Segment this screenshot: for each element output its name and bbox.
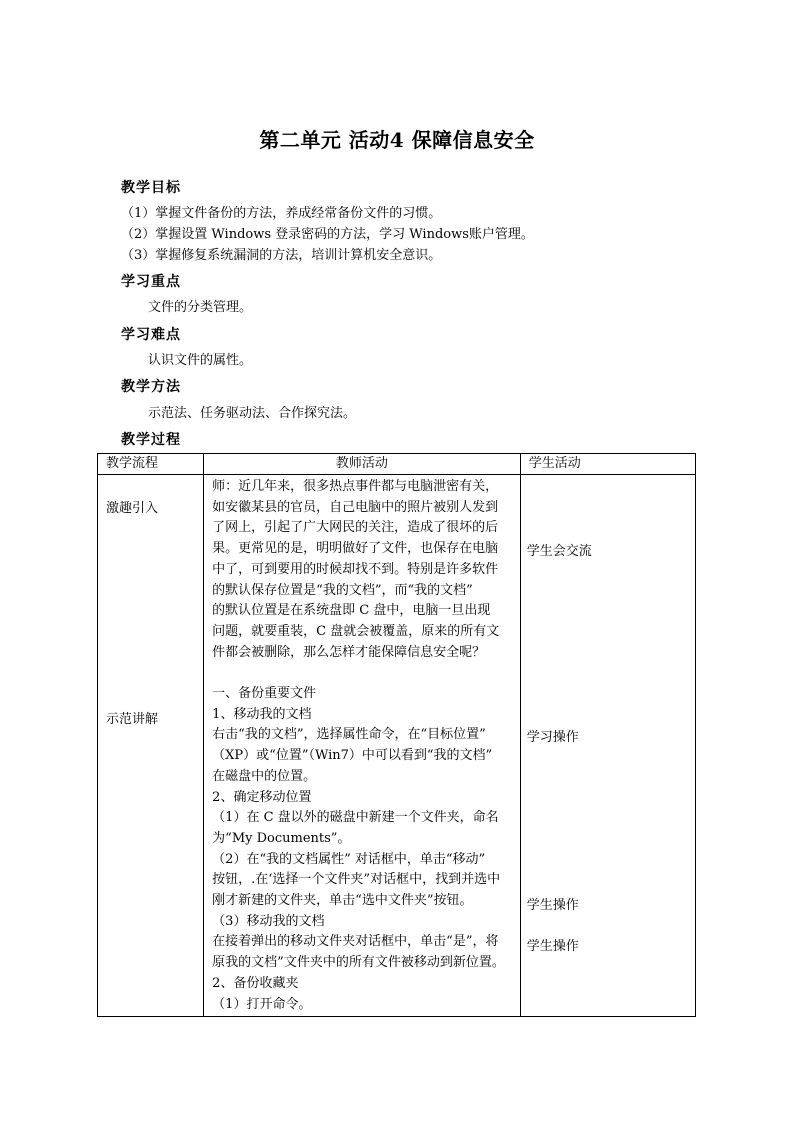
teacher-line: 刚才新建的文件夹，单击“选中文件夹”按钮。 (212, 893, 473, 909)
key-point-heading: 学习重点 (121, 274, 181, 290)
student-activity-cell (520, 475, 695, 1017)
flow-cell (98, 475, 204, 1017)
teacher-line: 如安徽某县的官员，自己电脑中的照片被别人发到 (212, 499, 499, 515)
teacher-line: 的默认保存位置是“我的文档”，而“我的文档” (212, 582, 473, 598)
table-row (98, 475, 696, 1017)
process-heading: 教学过程 (121, 432, 181, 448)
teacher-line: 右击“我的文档”，选择属性命令，在“目标位置” (212, 727, 486, 743)
column-header-student: 学生活动 (520, 454, 695, 475)
student-label: 学习操作 (526, 730, 579, 745)
teacher-line: 的默认位置是在系统盘即 C 盘中，电脑一旦出现 (212, 603, 491, 619)
teacher-line: （1）打开命令。 (212, 996, 312, 1012)
column-header-teacher: 教师活动 (204, 454, 521, 475)
teacher-activity-cell (204, 475, 521, 1017)
teacher-line: 中了，可到要用的时候却找不到。特别是许多软件 (212, 561, 499, 577)
blank-line (212, 663, 516, 684)
teacher-line: 2、备份收藏夹 (212, 975, 299, 991)
flow-label-demo: 示范讲解 (106, 712, 159, 727)
difficulty-text: 认识文件的属性。 (148, 353, 253, 368)
column-header-flow: 教学流程 (98, 454, 204, 475)
flow-label-intro: 激趣引入 (106, 501, 159, 516)
difficulty-heading: 学习难点 (121, 327, 181, 343)
teacher-line: 在磁盘中的位置。 (212, 768, 317, 784)
teaching-process-table (97, 453, 696, 1017)
teacher-line: 了网上，引起了广大网民的关注，造成了很坏的后 (212, 520, 499, 536)
page-title: 第二单元 活动4 保障信息安全 (259, 128, 535, 152)
teacher-line: 2、确定移动位置 (212, 789, 312, 805)
objective-item: （1）掌握文件备份的方法，养成经常备份文件的习惯。 (121, 206, 442, 221)
teacher-line: 问题，就要重装，C 盘就会被覆盖，原来的所有文 (212, 623, 500, 639)
objectives-heading: 教学目标 (121, 180, 181, 196)
objective-item: （3）掌握修复系统漏洞的方法，培训计算机安全意识。 (121, 248, 442, 263)
student-label: 学生操作 (526, 898, 579, 913)
objective-item: （2）掌握设置 Windows 登录密码的方法，学习 Windows账户管理。 (121, 227, 534, 242)
teacher-line: （3）移动我的文档 (212, 913, 325, 929)
student-label: 学生操作 (526, 939, 579, 954)
teacher-line: 在接着弹出的移动文件夹对话框中，单击“是”，将 (212, 934, 499, 950)
teacher-line: 为“My Documents”。 (212, 830, 351, 846)
teacher-line: 按钮，.在‘选择一个文件夹”对话框中，找到并选中 (212, 872, 501, 888)
teacher-line: 一、备份重要文件 (212, 686, 317, 702)
teacher-line: 1、移动我的文档 (212, 706, 312, 722)
method-heading: 教学方法 (121, 379, 181, 395)
teacher-line: 原我的文档”文件夹中的所有文件被移动到新位置。 (212, 955, 505, 971)
teacher-line: （1）在 C 盘以外的磁盘中新建一个文件夹，命名 (212, 810, 499, 826)
table-header-row (98, 454, 696, 475)
student-label: 学生会交流 (526, 544, 592, 559)
teacher-line: 件都会被删除，那么怎样才能保障信息安全呢？ (212, 644, 486, 660)
teacher-line: 果。更常见的是，明明做好了文件，也保存在电脑 (212, 541, 499, 557)
teacher-line: 师：近几年来，很多热点事件都与电脑泄密有关， (212, 479, 499, 494)
method-text: 示范法、任务驱动法、合作探究法。 (148, 406, 357, 421)
teacher-line: （2）在“我的文档属性” 对话框中，单击“移动” (212, 851, 486, 867)
teacher-line: （XP）或“位置”（Win7）中可以看到“我的文档” (212, 748, 493, 764)
key-point-text: 文件的分类管理。 (148, 300, 253, 315)
